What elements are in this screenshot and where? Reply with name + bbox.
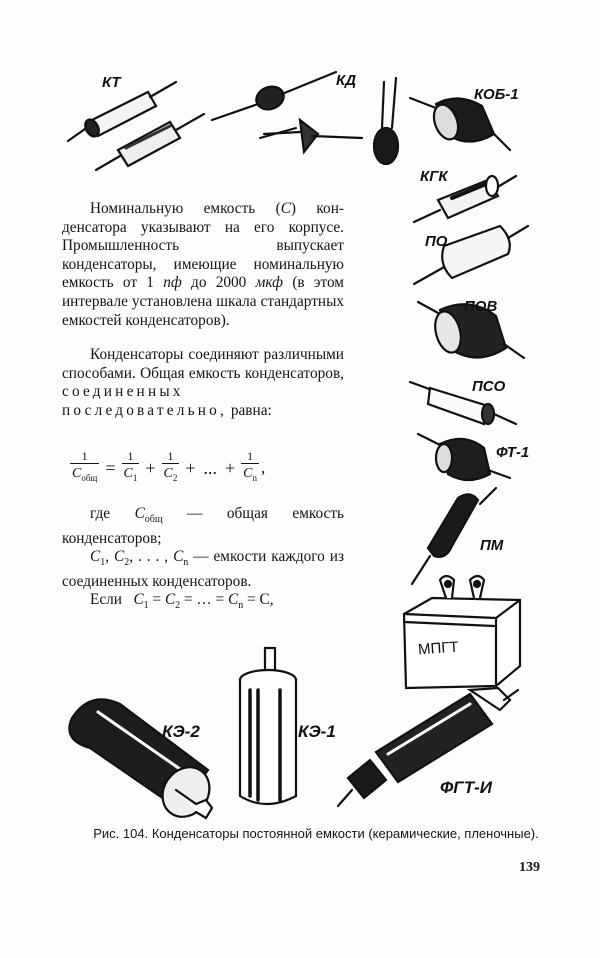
- label-pov: ПОВ: [464, 298, 498, 315]
- label-pso: ПСО: [472, 378, 506, 395]
- series-capacitance-formula: $\frac{1}{C_{общ}}$ = $\frac{1}{C_1}$ + $\frac{1}{C_2}$ + ... + $\frac{1}{C_n}$ ,: [68, 444, 358, 492]
- kob1-capacitor-drawing: [410, 98, 510, 150]
- pm-capacitor-drawing: [412, 488, 496, 584]
- mpgt-capacitor-drawing: [404, 576, 520, 688]
- ke2-capacitor-drawing: [69, 699, 219, 826]
- label-kgk: КГК: [420, 168, 448, 185]
- label-fgti: ФГТ-И: [440, 778, 492, 797]
- label-ke1: КЭ-1: [298, 722, 336, 741]
- paragraph-connection: Конденсаторы соединяют различными способами. Общая емкость конденсаторов, соединенных последовательно, равна:: [62, 346, 344, 419]
- paragraph-where: где $C_{общ}$ — общая емкость конденсаторов; $C_1$, $C_2$, . . . , $C_n$ — емкости каждого из соединенных конденсаторов. Если $C_1 = C_2$ = … = $C_n = C$,: [62, 505, 345, 612]
- kt-capacitor-drawing: [68, 82, 204, 170]
- label-po: ПО: [425, 233, 448, 250]
- paragraph-nominal-capacity: Номинальную емкость (C) кон- денсатора указывают на его корпусе. Промышленность выпускает конденсаторы, имеющие номинальную емкость от 1 пф до 2000 мкф (в этом интервале установлена шкала стандартных емкостей конденсаторов).: [62, 200, 344, 329]
- page-number: 139: [519, 860, 540, 875]
- figure-caption: Рис. 104. Конденсаторы постоянной емкости (керамические, пленочные).: [93, 826, 539, 841]
- label-mpgt: МПГТ: [417, 638, 460, 659]
- ke1-capacitor-drawing: [240, 648, 296, 804]
- label-kd: КД: [336, 72, 357, 89]
- label-ke2: КЭ-2: [162, 722, 200, 741]
- label-ft1: ФТ-1: [496, 444, 530, 461]
- label-pm: ПМ: [480, 537, 504, 554]
- kd-capacitor-drawing: [212, 72, 398, 164]
- label-kt: КТ: [102, 74, 121, 91]
- label-kob1: КОБ-1: [474, 86, 519, 103]
